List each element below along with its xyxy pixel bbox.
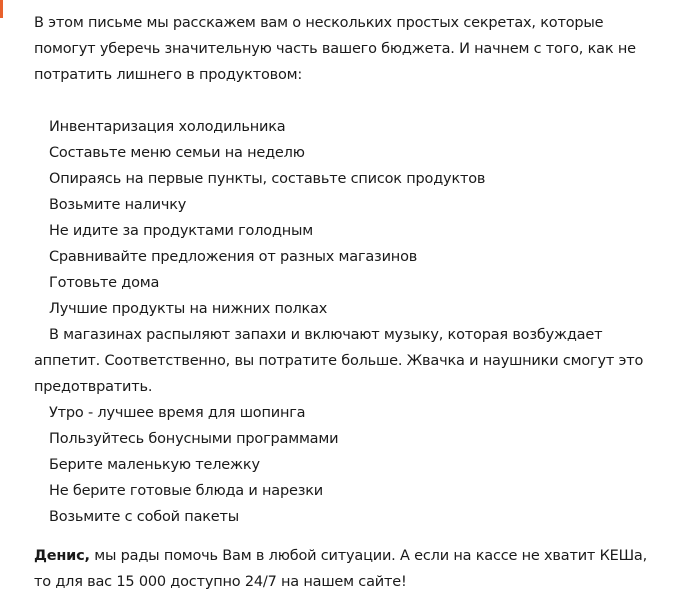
tip-item-long: В магазинах распыляют запахи и включают музыку, которая возбуждает аппетит. Соответственно, вы потратите больше. Жвачка и наушники смогут это предотвратить. [34, 327, 644, 395]
tip-item: Лучшие продукты на нижних полках [49, 301, 328, 317]
intro-paragraph: В этом письме мы расскажем вам о нескольких простых секретах, которые помогут уберечь значительную часть вашего бюджета. И начнем с того, как не потратить лишнего в продуктовом: [34, 15, 636, 83]
recipient-name: Денис, [34, 548, 90, 564]
tip-item: Не идите за продуктами голодным [49, 223, 314, 239]
tip-item: Пользуйтесь бонусными программами [49, 431, 339, 447]
closing-paragraph [34, 543, 666, 595]
tip-item: Не берите готовые блюда и нарезки [49, 483, 323, 499]
email-body [34, 10, 666, 595]
tip-item: Опираясь на первые пункты, составьте список продуктов [49, 171, 486, 187]
tip-item: Сравнивайте предложения от разных магазинов [49, 249, 418, 265]
tip-item: Возьмите с собой пакеты [49, 509, 240, 525]
tip-item: Инвентаризация холодильника [49, 119, 286, 135]
tips-list-2 [34, 400, 666, 530]
tips-list-1 [34, 114, 666, 322]
closing-text: мы рады помочь Вам в любой ситуации. А если на кассе не хватит КЕШа, то для вас 15 000 доступно 24/7 на нашем сайте! [34, 548, 648, 590]
tip-item: Берите маленькую тележку [49, 457, 260, 473]
tip-item: Готовьте дома [49, 275, 160, 291]
tip-item: Утро - лучшее время для шопинга [49, 405, 306, 421]
accent-bar [0, 0, 3, 18]
tip-item: Возьмите наличку [49, 197, 187, 213]
tip-item: Составьте меню семьи на неделю [49, 145, 305, 161]
